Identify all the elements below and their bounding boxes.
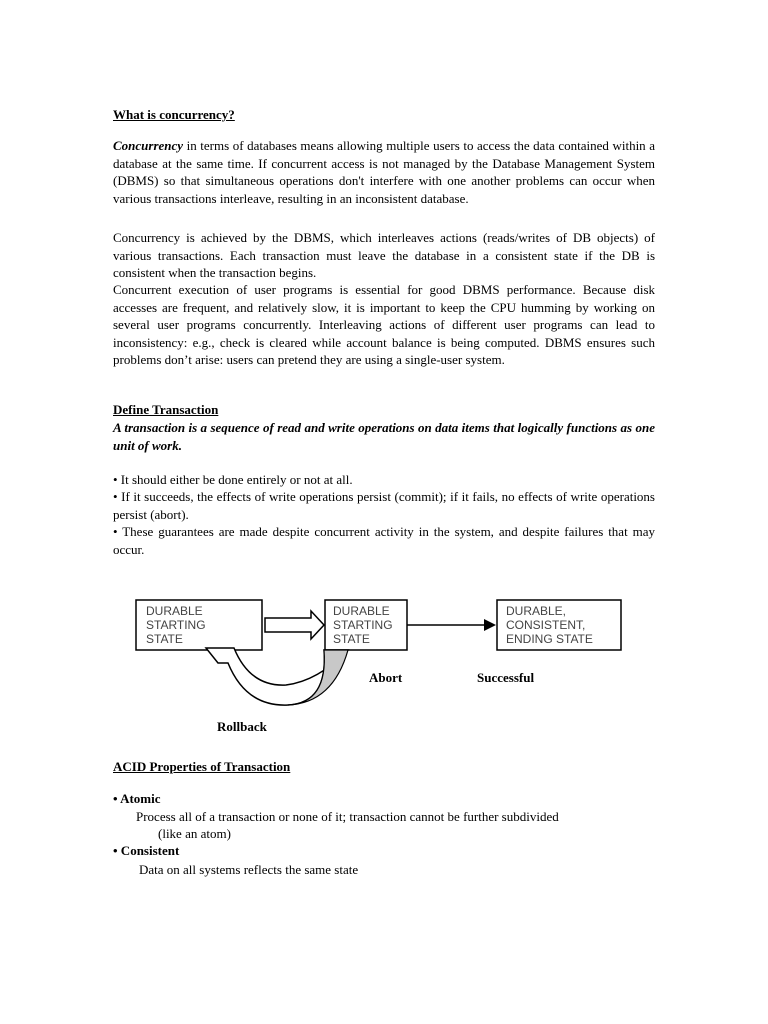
box1-line3: STATE [146, 632, 183, 646]
heading-acid-properties: ACID Properties of Transaction [113, 759, 291, 774]
box1-line2: STARTING [146, 618, 206, 632]
hollow-arrow-1 [265, 611, 324, 639]
acid-atomic-desc-cont: (like an atom) [158, 826, 231, 841]
paragraph-concurrent-execution: Concurrent execution of user programs is essential for good DBMS performance. Because disk accesses are frequent, and relatively slow, it is important to keep the CPU humming by working on several user programs concurrently. Interleaving actions of different user programs can lead to inconsistency: e.g., check is cleared while account balance is being computed. DBMS ensures such problems don’t arise: users can pretend they are using a single-user system. [113, 282, 655, 367]
box3-line1: DURABLE, [506, 604, 567, 618]
paragraph-concurrency-achieved: Concurrency is achieved by the DBMS, which interleaves actions (reads/writes of DB objects) of various transactions. Each transaction must leave the database in a consistent state if the DB is consistent when the transaction begins. [113, 230, 655, 280]
transaction-definition: A transaction is a sequence of read and write operations on data items that logically functions as one unit of work. [113, 420, 655, 453]
acid-atomic-desc: Process all of a transaction or none of it; transaction cannot be further subdivided [136, 809, 559, 824]
box2-line3: STATE [333, 632, 370, 646]
label-abort: Abort [369, 670, 403, 685]
transaction-state-diagram [128, 585, 628, 735]
transaction-bullet-3: • These guarantees are made despite concurrent activity in the system, and despite failures that may occur. [113, 524, 655, 557]
acid-consistent-desc: Data on all systems reflects the same state [139, 862, 359, 877]
box2-line1: DURABLE [333, 604, 390, 618]
box1-line1: DURABLE [146, 604, 203, 618]
acid-atomic-title: • Atomic [113, 791, 161, 806]
arrowhead-successful [484, 619, 496, 631]
paragraph-concurrency-definition-text: in terms of databases means allowing multiple users to access the data contained within a database at the same time. If concurrent access is not managed by the Database Management System (DBMS) so that simultaneous operations don't interfere with one another problems can occur when various transactions interleave, resulting in an inconsistent database. [113, 138, 655, 206]
paragraph-concurrency-definition [113, 137, 655, 207]
box3-line3: ENDING STATE [506, 632, 593, 646]
heading-define-transaction: Define Transaction [113, 402, 219, 417]
box2-line2: STARTING [333, 618, 393, 632]
label-rollback: Rollback [217, 719, 267, 734]
transaction-bullet-2: • If it succeeds, the effects of write operations persist (commit); if it fails, no effects of write operations persist (abort). [113, 489, 655, 522]
term-concurrency: Concurrency [113, 138, 184, 153]
heading-what-is-concurrency: What is concurrency? [113, 107, 235, 122]
label-successful: Successful [477, 670, 535, 685]
box3-line2: CONSISTENT, [506, 618, 586, 632]
transaction-bullet-1: • It should either be done entirely or not at all. [113, 472, 353, 487]
acid-consistent-title: • Consistent [113, 843, 180, 858]
